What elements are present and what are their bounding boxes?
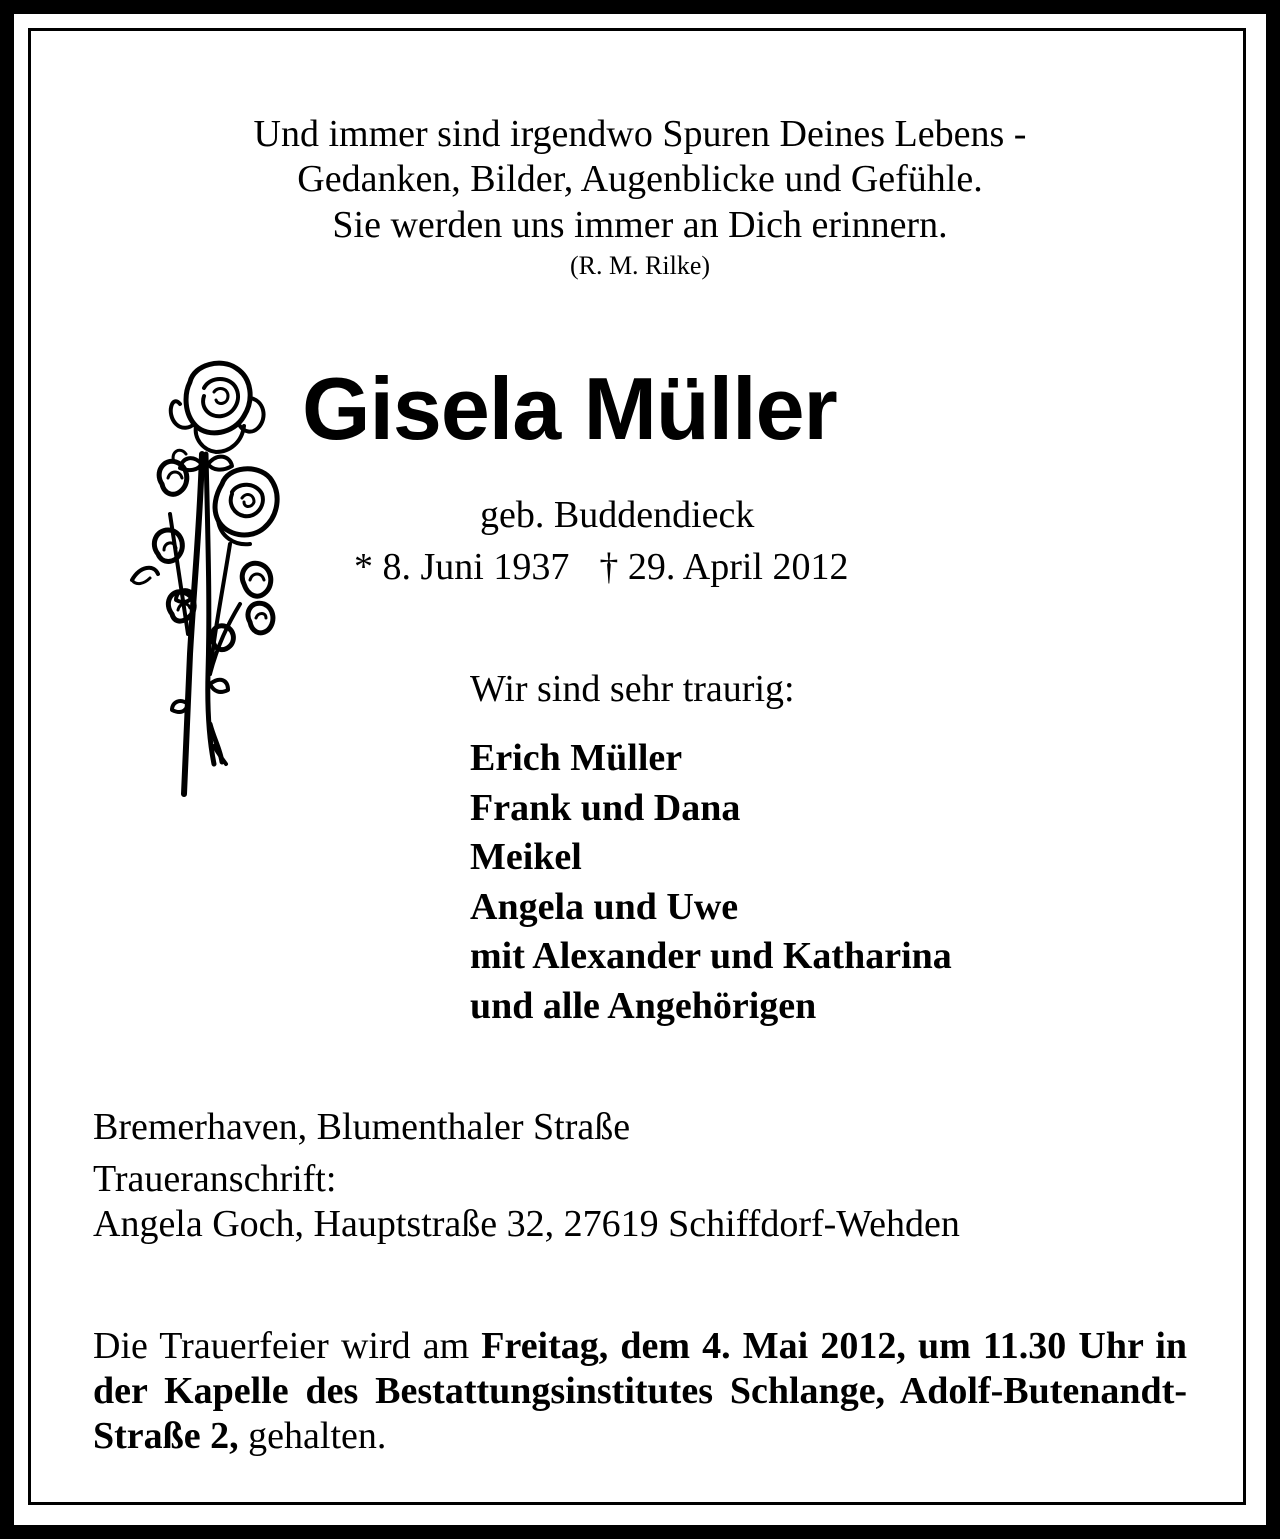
ceremony-outro: gehalten. [238, 1415, 387, 1457]
mourner-name: Angela und Uwe [470, 885, 739, 928]
mourning-intro: Wir sind sehr traurig: [470, 668, 795, 710]
residence-place: Bremerhaven, Blumenthaler Straße [93, 1106, 631, 1148]
quote-author: (R. M. Rilke) [569, 251, 711, 280]
deceased-name: Gisela Müller [302, 359, 837, 458]
ceremony-details: Freitag, dem 4. Mai 2012, um 11.30 Uhr in der Kapelle des Bestattungsinstitutes Schlange, Adolf-Butenandt-Straße 2, [93, 1325, 1188, 1457]
birth-date: * 8. Juni 1937 [354, 546, 570, 588]
obituary-card [14, 14, 1266, 1525]
quote-line-2: Gedanken, Bilder, Augenblicke und Gefühle. [297, 158, 983, 200]
mourning-address: Angela Goch, Hauptstraße 32, 27619 Schiffdorf-Wehden [93, 1203, 960, 1245]
address-label: Traueranschrift: [93, 1158, 337, 1200]
mourners-list [470, 734, 952, 1032]
mourner-name: Frank und Dana [470, 786, 741, 829]
mourner-name: mit Alexander und Katharina [470, 935, 952, 978]
ceremony-intro: Die Trauerfeier wird am [93, 1325, 482, 1367]
mourner-name: Meikel [470, 836, 582, 879]
quote-line-3: Sie werden uns immer an Dich erinnern. [332, 204, 948, 246]
death-date: † 29. April 2012 [599, 546, 849, 588]
quote-line-1: Und immer sind irgendwo Spuren Deines Lebens - [253, 113, 1027, 155]
ceremony-notice [93, 1324, 1187, 1459]
mourner-name: Erich Müller [470, 737, 683, 779]
rose-icon [110, 354, 290, 804]
life-dates [354, 544, 848, 590]
mourner-name: und alle Angehörigen [470, 984, 817, 1027]
maiden-name: geb. Buddendieck [480, 494, 755, 536]
